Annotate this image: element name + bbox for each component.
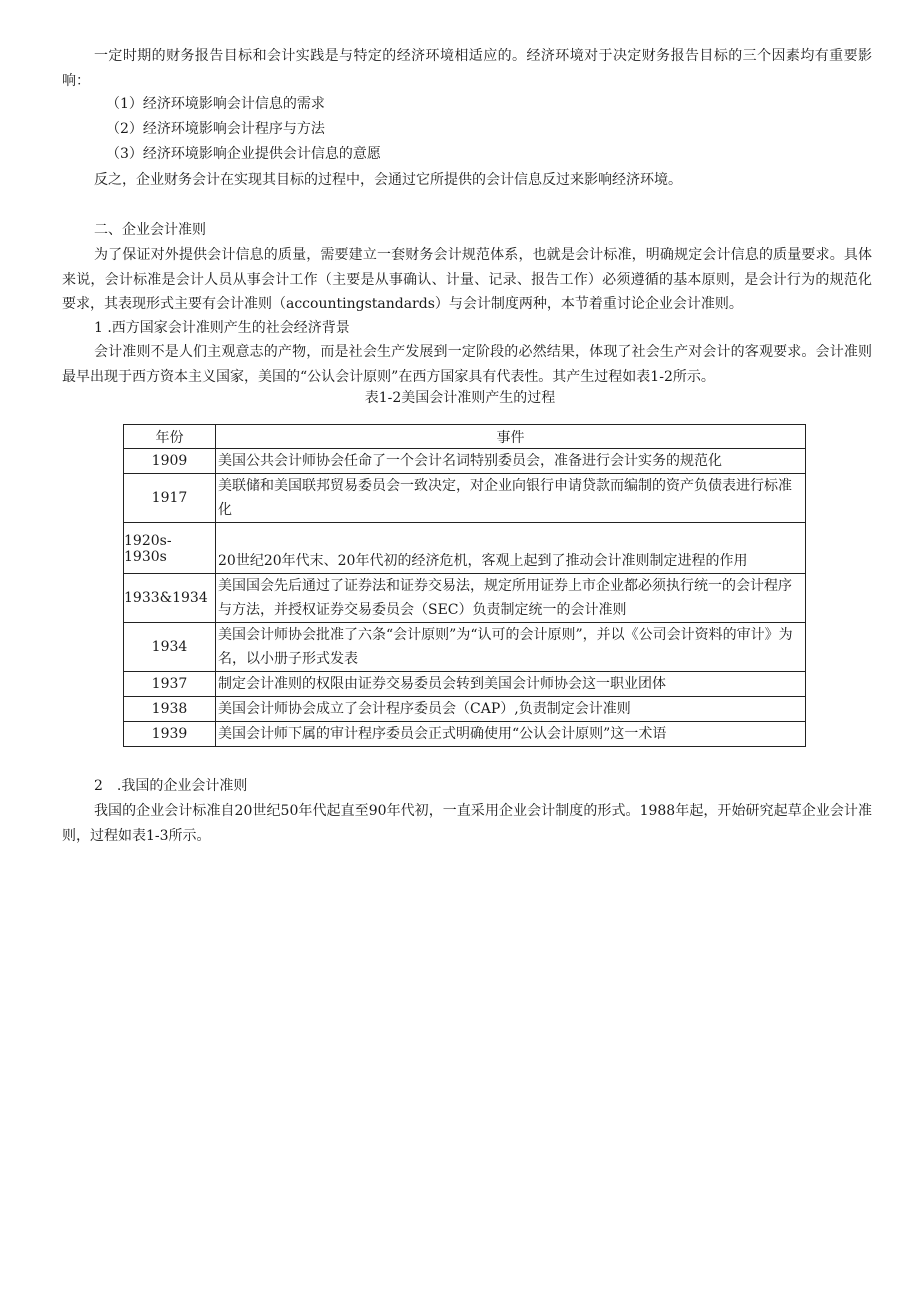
table-row (124, 623, 806, 672)
intro-item-2: （2）经济环境影响会计程序与方法 (106, 121, 325, 137)
section-paragraph: 为了保证对外提供会计信息的质量，需要建立一套财务会计规范体系，也就是会计标准，明确规定会计信息的质量要求。具体来说，会计标准是会计人员从事会计工作（主要是从事确认、计量、记录、报告工作）必须遵循的基本原则，是会计行为的规范化要求，其表现形式主要有会计准则（accountingstandards）与会计制度两种，本节着重讨论企业会计准则。 (62, 247, 872, 312)
header-year: 年份 (124, 425, 216, 449)
year-cell: 1934 (124, 623, 216, 672)
table-row (124, 449, 806, 474)
table-row (124, 574, 806, 623)
event-cell: 美国会计师下属的审计程序委员会正式明确使用“公认会计原则”这一术语 (216, 722, 806, 747)
year-cell: 1937 (124, 672, 216, 697)
year-cell: 1917 (124, 474, 216, 523)
intro-paragraph: 一定时期的财务报告目标和会计实践是与特定的经济环境相适应的。经济环境对于决定财务报告目标的三个因素均有重要影响： (62, 48, 872, 89)
year-cell: 1909 (124, 449, 216, 474)
table-row (124, 523, 806, 574)
year-cell: 1938 (124, 697, 216, 722)
event-cell: 20世纪20年代末、20年代初的经济危机，客观上起到了推动会计准则制定进程的作用 (216, 523, 806, 574)
subsection-1-heading: 1 .西方国家会计准则产生的社会经济背景 (94, 320, 350, 336)
subsection-2-heading: 2 .我国的企业会计准则 (94, 778, 248, 794)
event-cell: 美国公共会计师协会任命了一个会计名词特别委员会，准备进行会计实务的规范化 (216, 449, 806, 474)
section-heading: 二、企业会计准则 (94, 222, 206, 238)
header-event: 事件 (216, 425, 806, 449)
subsection-2-paragraph: 我国的企业会计标准自20世纪50年代起直至90年代初，一直采用企业会计制度的形式。1988年起，开始研究起草企业会计准则，过程如表1-3所示。 (62, 803, 872, 844)
table-row (124, 672, 806, 697)
table-header-row (124, 425, 806, 449)
event-cell: 美国会计师协会成立了会计程序委员会（CAP）,负责制定会计准则 (216, 697, 806, 722)
table-row (124, 474, 806, 523)
intro-conclusion: 反之，企业财务会计在实现其目标的过程中，会通过它所提供的会计信息反过来影响经济环境。 (94, 172, 682, 188)
history-table (123, 424, 806, 747)
table-caption: 表1-2美国会计准则产生的过程 (364, 390, 556, 406)
table-row (124, 697, 806, 722)
intro-item-3: （3）经济环境影响企业提供会计信息的意愿 (106, 146, 381, 162)
event-cell: 美联储和美国联邦贸易委员会一致决定，对企业向银行申请贷款而编制的资产负债表进行标准化 (216, 474, 806, 523)
intro-item-1: （1）经济环境影响会计信息的需求 (106, 96, 325, 112)
event-cell: 美国国会先后通过了证券法和证券交易法，规定所用证券上市企业都必须执行统一的会计程序与方法，并授权证券交易委员会（SEC）负责制定统一的会计准则 (216, 574, 806, 623)
year-cell: 1933&1934 (124, 574, 216, 623)
event-cell: 制定会计准则的权限由证券交易委员会转到美国会计师协会这一职业团体 (216, 672, 806, 697)
subsection-1-paragraph: 会计准则不是人们主观意志的产物，而是社会生产发展到一定阶段的必然结果，体现了社会生产对会计的客观要求。会计准则最早出现于西方资本主义国家，美国的“公认会计原则”在西方国家具有代表性。其产生过程如表1-2所示。 (62, 344, 872, 385)
table-row (124, 722, 806, 747)
year-cell: 1939 (124, 722, 216, 747)
year-cell: 1920s-1930s (124, 523, 216, 574)
event-cell: 美国会计师协会批准了六条“会计原则”为“认可的会计原则”，并以《公司会计资料的审计》为名，以小册子形式发表 (216, 623, 806, 672)
